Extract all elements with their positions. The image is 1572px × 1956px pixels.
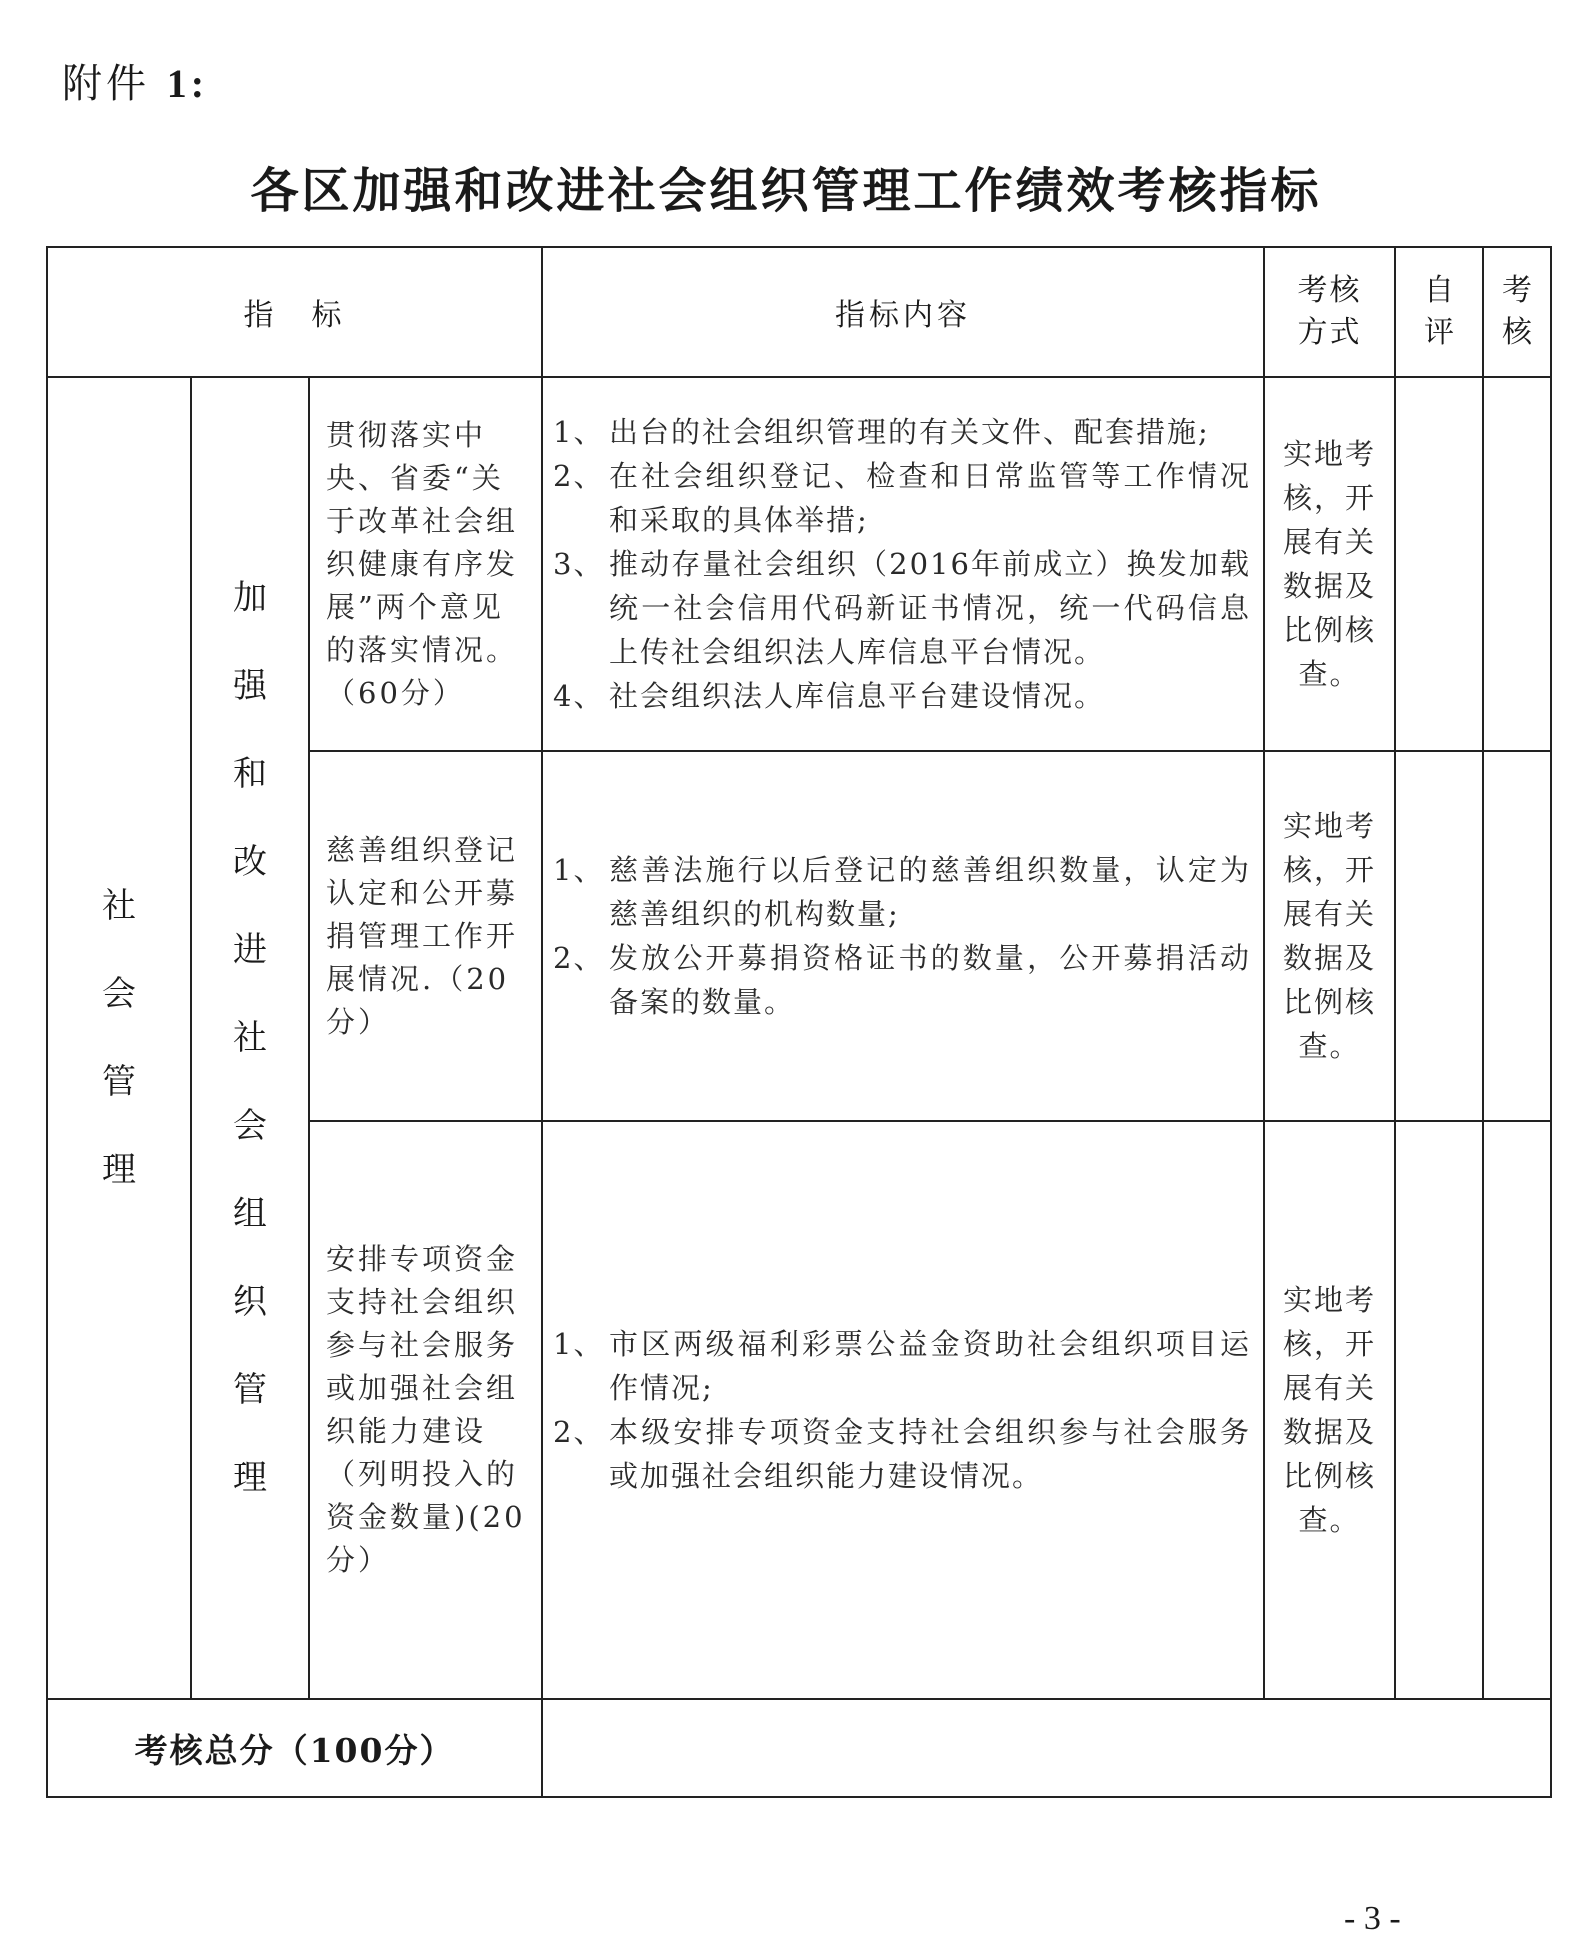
item-number: 4、 <box>553 679 605 713</box>
self-eval-cell <box>1395 1121 1483 1699</box>
category-level1-char: 会 <box>102 974 136 1014</box>
self-eval-cell <box>1395 751 1483 1121</box>
content-item <box>553 1410 1251 1498</box>
content-item <box>553 410 1251 454</box>
indicator-cell: 慈善组织登记认定和公开募捐管理工作开展情况.（20分） <box>309 751 542 1121</box>
category-level2-char: 社 <box>233 1018 267 1058</box>
header-indicator: 指 标 <box>47 247 542 377</box>
category-level2-char: 和 <box>233 754 267 794</box>
content-item <box>553 542 1251 674</box>
header-method <box>1264 247 1395 377</box>
item-text: 推动存量社会组织（2016年前成立）换发加载统一社会信用代码新证书情况，统一代码信息上传社会组织法人库信息平台情况。 <box>609 547 1252 669</box>
item-number: 2、 <box>553 459 605 493</box>
indicator-cell: 贯彻落实中央、省委“关于改革社会组织健康有序发展”两个意见的落实情况。（60分） <box>309 377 542 751</box>
category-level2-char: 加 <box>233 578 267 618</box>
self-eval-cell <box>1395 377 1483 751</box>
content-item <box>553 848 1251 936</box>
content-cell <box>542 751 1264 1121</box>
header-assessment <box>1483 247 1551 377</box>
category-level2-char: 强 <box>233 666 267 706</box>
item-number: 1、 <box>553 415 605 449</box>
attachment-label <box>62 52 208 109</box>
indicator-cell: 安排专项资金支持社会组织参与社会服务或加强社会组织能力建设（列明投入的资金数量)(20分） <box>309 1121 542 1699</box>
header-self-eval <box>1395 247 1483 377</box>
category-level1-char: 理 <box>102 1150 136 1190</box>
item-text: 本级安排专项资金支持社会组织参与社会服务或加强社会组织能力建设情况。 <box>609 1415 1252 1493</box>
attachment-number: 1: <box>166 61 209 106</box>
category-level2-char: 理 <box>233 1458 267 1498</box>
header-content: 指标内容 <box>542 247 1264 377</box>
attachment-label-text: 附件 <box>62 61 150 107</box>
content-cell <box>542 1121 1264 1699</box>
total-score-label: 考核总分（100分） <box>47 1699 542 1797</box>
category-level2-char: 管 <box>233 1370 267 1410</box>
item-number: 1、 <box>553 853 605 887</box>
assessment-table <box>46 246 1552 1798</box>
category-level2-char: 织 <box>233 1282 267 1322</box>
category-level2-char: 会 <box>233 1106 267 1146</box>
category-level1-char: 社 <box>102 886 136 926</box>
item-number: 1、 <box>553 1327 605 1361</box>
content-item <box>553 674 1251 718</box>
item-number: 2、 <box>553 1415 605 1449</box>
page-title: 各区加强和改进社会组织管理工作绩效考核指标 <box>250 163 1322 219</box>
method-cell: 实地考核，开展有关数据及比例核查。 <box>1264 751 1395 1121</box>
category-level1-char: 管 <box>102 1062 136 1102</box>
item-number: 2、 <box>553 941 605 975</box>
content-cell <box>542 377 1264 751</box>
header-self-eval-text: 自评 <box>1424 273 1455 350</box>
table-row <box>47 377 1551 751</box>
item-text: 发放公开募捐资格证书的数量，公开募捐活动备案的数量。 <box>609 941 1252 1019</box>
page-number: - 3 - <box>1344 1900 1401 1937</box>
method-cell: 实地考核，开展有关数据及比例核查。 <box>1264 1121 1395 1699</box>
item-number: 3、 <box>553 547 605 581</box>
category-level2-char: 改 <box>233 842 267 882</box>
item-text: 出台的社会组织管理的有关文件、配套措施; <box>609 415 1210 449</box>
method-cell: 实地考核，开展有关数据及比例核查。 <box>1264 377 1395 751</box>
content-item <box>553 936 1251 1024</box>
item-text: 市区两级福利彩票公益金资助社会组织项目运作情况; <box>609 1327 1252 1405</box>
total-score-value <box>542 1699 1551 1797</box>
assessment-cell <box>1483 377 1551 751</box>
category-level1 <box>47 377 191 1699</box>
item-text: 慈善法施行以后登记的慈善组织数量，认定为慈善组织的机构数量; <box>609 853 1252 931</box>
header-row <box>47 247 1551 377</box>
category-level2 <box>191 377 309 1699</box>
header-assessment-text: 考核 <box>1502 273 1533 350</box>
content-item <box>553 1322 1251 1410</box>
assessment-cell <box>1483 1121 1551 1699</box>
item-text: 在社会组织登记、检查和日常监管等工作情况和采取的具体举措; <box>609 459 1252 537</box>
category-level2-char: 组 <box>233 1194 267 1234</box>
content-item <box>553 454 1251 542</box>
assessment-cell <box>1483 751 1551 1121</box>
category-level2-char: 进 <box>233 930 267 970</box>
total-row <box>47 1699 1551 1797</box>
item-text: 社会组织法人库信息平台建设情况。 <box>609 679 1106 713</box>
header-method-text: 考核方式 <box>1297 273 1362 350</box>
